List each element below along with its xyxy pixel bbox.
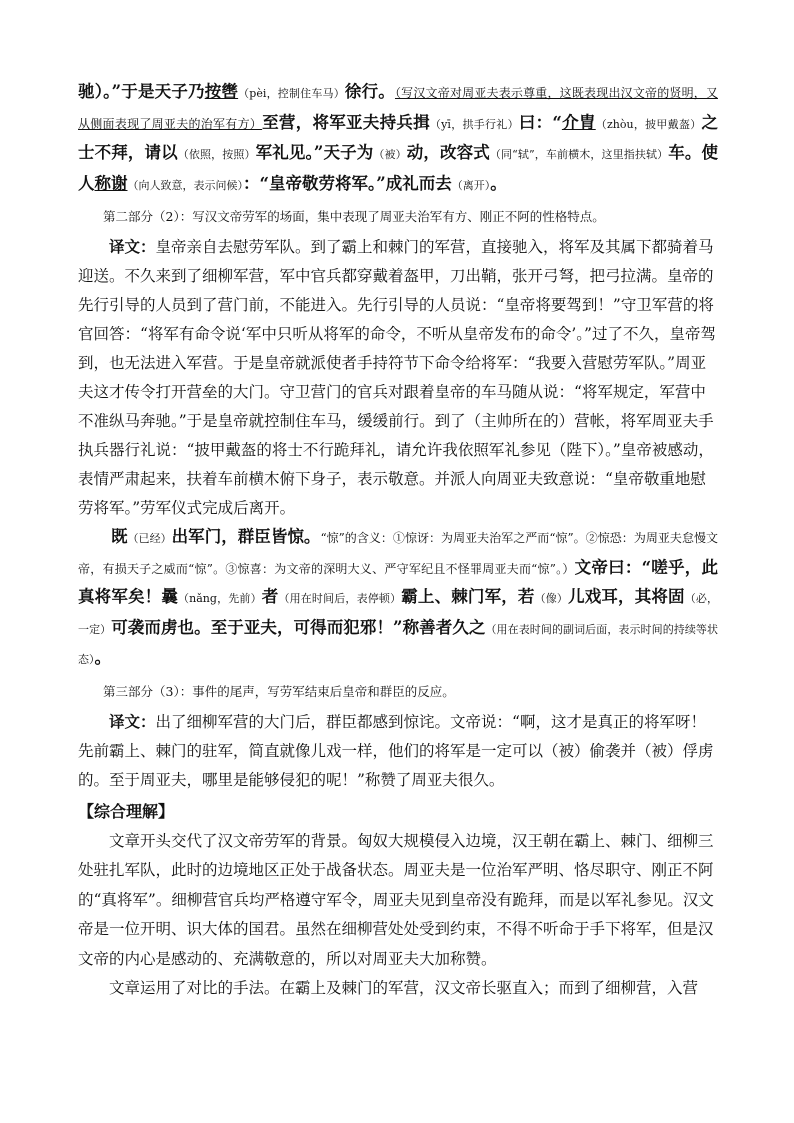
gloss: （已经） bbox=[127, 532, 172, 545]
text-span: 可袭而虏也。至于亚夫，可得而犯邪！”称善者久之 bbox=[111, 617, 486, 637]
original-text-paragraph-1 bbox=[78, 78, 718, 200]
gloss: （被） bbox=[373, 148, 407, 161]
annotation-note: （写汉文帝对周亚夫表示尊重，这既表现出汉文帝的贤明，又从侧面表现了周亚夫的治军有方） bbox=[78, 86, 718, 131]
text-span: 霸上、棘门军，若 bbox=[401, 587, 535, 606]
underlined-word: 称谢 bbox=[94, 173, 128, 193]
text-span: 既 bbox=[111, 527, 128, 546]
text-span: 出军门，群臣皆惊。 bbox=[171, 527, 321, 546]
gloss: （nǎng，先前） bbox=[178, 592, 262, 605]
text-span: 军礼见。”天子为 bbox=[255, 143, 374, 162]
translation-text: 出了细柳军营的大门后，群臣都感到惊诧。文帝说：“啊，这才是真正的将军呀！先前霸上、棘门的驻军，简直就像儿戏一样，他们的将军是一定可以（被）偷袭并（被）俘虏的。至于周亚夫，哪里是能够侵犯的呢！”称赞了周亚夫很久。 bbox=[78, 712, 714, 789]
comprehensive-paragraph-1: 文章开头交代了汉文帝劳军的背景。匈奴大规模侵入边境，汉王朝在霸上、棘门、细柳三处驻扎军队，此时的边境地区正处于战备状态。周亚夫是一位治军严明、恪尽职守、刚正不阿的“真将军”。细柳营官兵均严格遵守军令，周亚夫见到皇帝没有跪拜，而是以军礼参见。汉文帝是一位开明、识大体的国君。虽然在细柳营处处受到约束，不得不听命于手下将军，但是汉文帝的内心是感动的、充满敬意的，所以对周亚夫大加称赞。 bbox=[78, 831, 714, 968]
gloss: （zhòu，披甲戴盔） bbox=[595, 117, 702, 131]
gloss: （像） bbox=[534, 592, 569, 605]
gloss: （pèi，控制住车马） bbox=[238, 87, 345, 100]
text-span: 至营，将军亚夫持兵揖 bbox=[262, 112, 430, 132]
text-span: ：“皇帝敬劳将军。”成礼而去 bbox=[243, 173, 452, 193]
gloss: （同“轼”，车前横木，这里指扶轼） bbox=[489, 148, 669, 161]
gloss: （yī，拱手行礼） bbox=[429, 117, 519, 131]
gloss: （必，一定） bbox=[78, 592, 719, 636]
gloss: （离开） bbox=[451, 178, 491, 192]
translation-text: 皇帝亲自去慰劳军队。到了霸上和棘门的军营，直接驰入，将军及其属下都骑着马迎送。不久来到了细柳军营，军中官兵都穿戴着盔甲，刀出鞘，张开弓弩，把弓拉满。皇帝的先行引导的人员到了营门前，不能进入。先行引导的人员说：“皇帝将要驾到！”守卫军营的将官回答：“将军有命令说‘军中只听从将军的命令，不听从皇帝发布的命令’。”过了不久，皇帝驾到，也无法进入军营。于是皇帝就派使者手持符节下命令给将军：“我要入营慰劳军队。”周亚夫这才传令打开营垒的大门。守卫营门的官兵对跟着皇帝的车马随从说：“将军规定，军营中不准纵马奔驰。”于是皇帝就控制住车马，缓缓前行。到了（主帅所在的）营帐，将军周亚夫手执兵器行礼说：“披甲戴盔的将士不行跪拜礼，请允许我依照军礼参见（陛下）。”皇帝被感动，表情严肃起来，扶着车前横木俯下身子，表示敬意。并派人向周亚夫致意说：“皇帝敬重地慰劳将军。”劳军仪式完成后离开。 bbox=[78, 238, 716, 517]
text-span: 车。使人 bbox=[78, 143, 718, 193]
text-span: 徐行。 bbox=[344, 82, 395, 101]
translation-label: 译文： bbox=[109, 237, 156, 256]
text-span: 儿戏耳，其将固 bbox=[568, 587, 685, 606]
text-span: 。 bbox=[490, 173, 507, 193]
text-span: 。 bbox=[94, 648, 111, 667]
gloss: （用在时间后，表停顿） bbox=[278, 592, 402, 605]
text-span: 者 bbox=[261, 587, 279, 606]
text-span: 曩 bbox=[161, 587, 178, 606]
comprehensive-understanding-heading: 【综合理解】 bbox=[78, 801, 175, 821]
part-3-heading: 第三部分（3）：事件的尾声，写劳军结束后皇帝和群臣的反应。 bbox=[103, 683, 455, 699]
underlined-word: 介胄 bbox=[561, 112, 596, 132]
translation-part-2 bbox=[78, 232, 718, 523]
text-span: 之士不拜，请以 bbox=[78, 112, 719, 162]
text-span: 曰：“ bbox=[518, 112, 562, 132]
part-2-heading: 第二部分（2）：写汉文帝劳军的场面，集中表现了周亚夫治军有方、刚正不阿的性格特点。 bbox=[103, 209, 605, 224]
underlined-word: 按辔 bbox=[204, 82, 239, 101]
gloss: （依照，按照） bbox=[177, 148, 256, 161]
original-text-paragraph-3 bbox=[78, 523, 718, 675]
text-span: 驰）。”于是天子乃 bbox=[78, 82, 205, 101]
document-page bbox=[78, 78, 718, 1004]
text-span: 动，改容式 bbox=[406, 143, 490, 162]
text-span: 文帝曰：“嗟乎，此真将军矣！ bbox=[78, 557, 718, 606]
translation-label: 译文： bbox=[109, 711, 156, 731]
comprehensive-paragraph-2: 文章运用了对比的手法。在霸上及棘门的军营，汉文帝长驱直入；而到了细柳营，入营 bbox=[109, 979, 699, 997]
gloss: （用在表时间的副词后面，表示时间的持续等状态） bbox=[78, 622, 719, 666]
translation-part-3 bbox=[78, 707, 718, 795]
annotation-note: “惊”的含义：①惊讶：为周亚夫治军之严而“惊”。②惊恐：为周亚夫怠慢文帝，有损天子之威而“惊”。③惊喜：为文帝的深明大义、严守军纪且不怪罪周亚夫而“惊”。） bbox=[78, 531, 719, 576]
gloss: （向人致意，表示问候） bbox=[127, 178, 243, 192]
